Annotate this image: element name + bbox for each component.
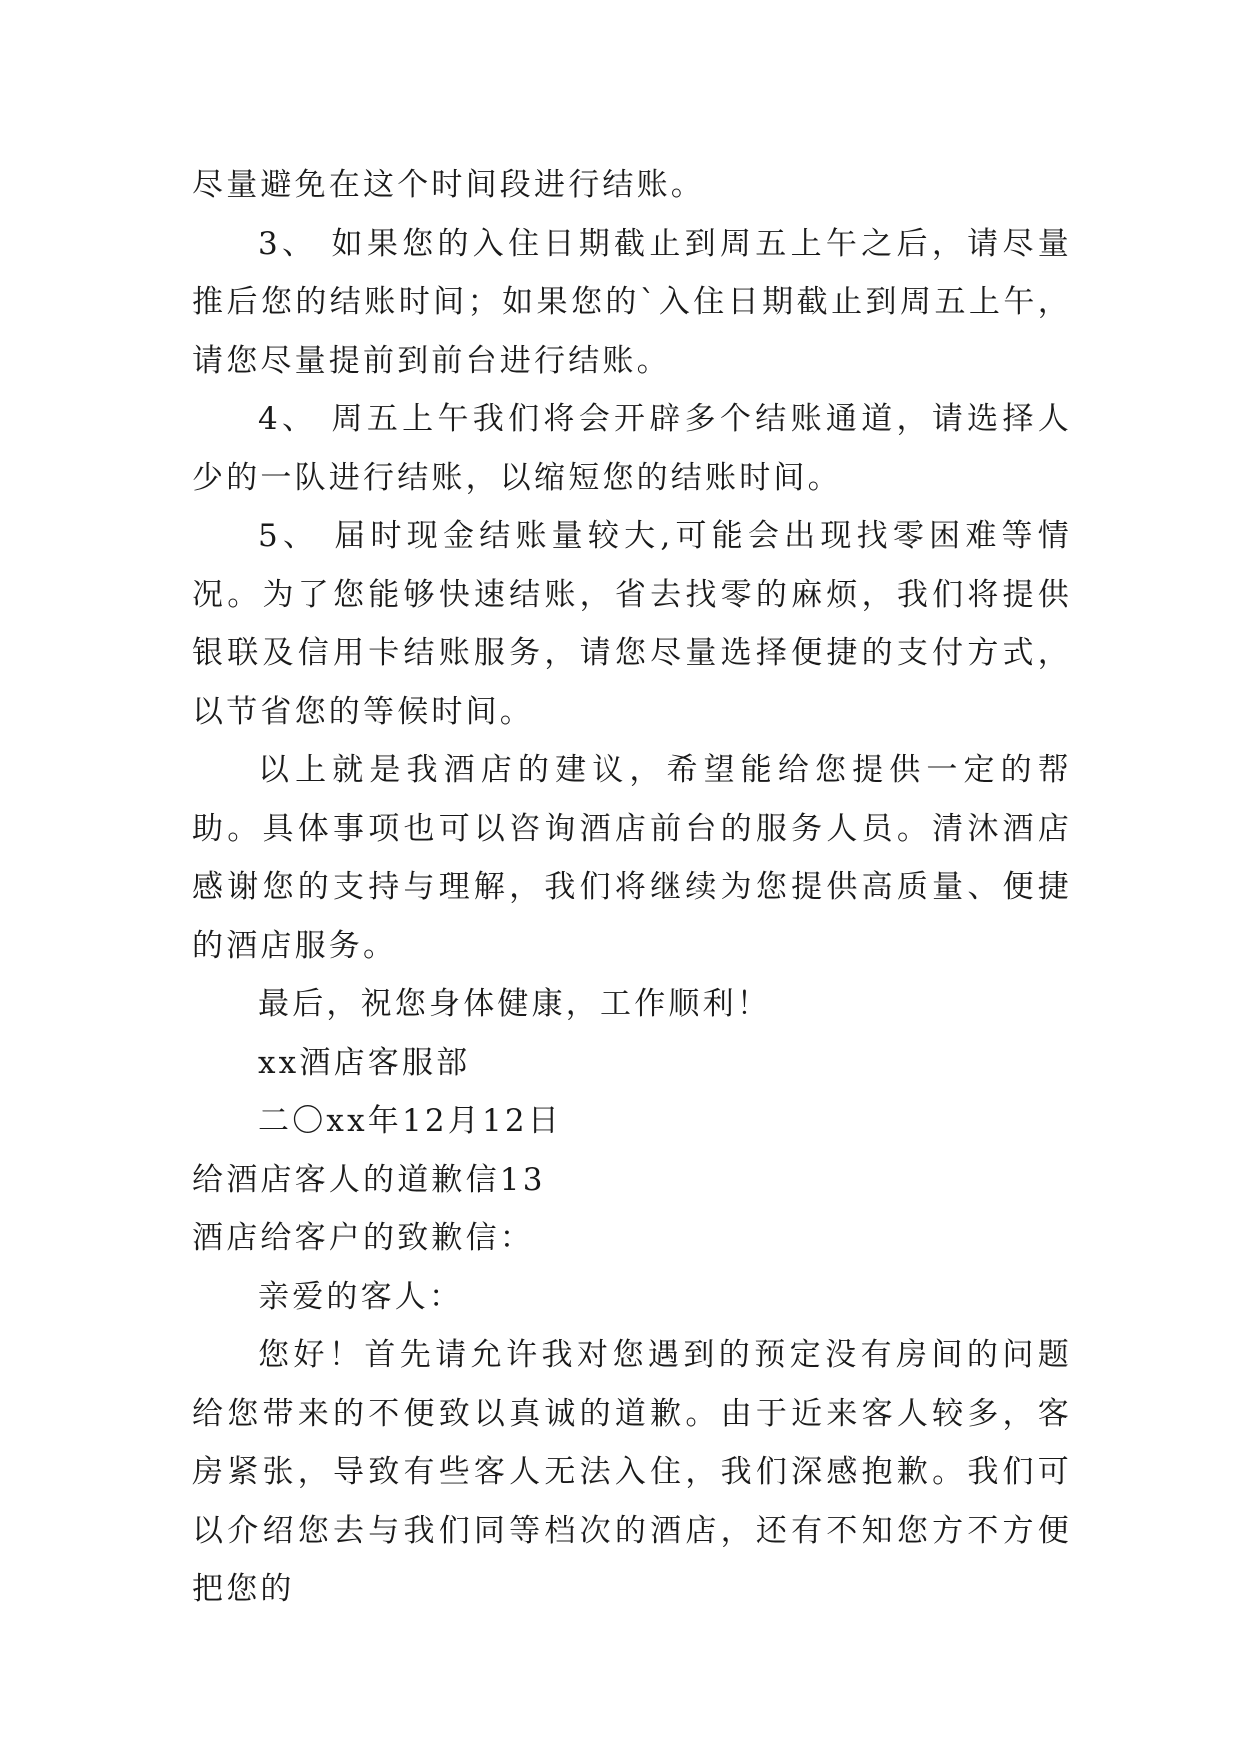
document-body [192, 156, 1072, 1619]
letter-body-paragraph: 您好！首先请允许我对您遇到的预定没有房间的问题给您带来的不便致以真诚的道歉。由于近来客人较多，客房紧张，导致有些客人无法入住，我们深感抱歉。我们可以介绍您去与我们同等档次的酒店，还有不知您方不方便把您的 [192, 1337, 1072, 1607]
paragraph-item-3: 3、 如果您的入住日期截止到周五上午之后，请尽量推后您的结账时间；如果您的`入住日期截止到周五上午，请您尽量提前到前台进行结账。 [192, 225, 1072, 379]
letter-salutation: 亲爱的客人： [258, 1278, 464, 1315]
paragraph-closing-remarks: 以上就是我酒店的建议，希望能给您提供一定的帮助。具体事项也可以咨询酒店前台的服务人员。清沐酒店感谢您的支持与理解，我们将继续为您提供高质量、便捷的酒店服务。 [192, 752, 1072, 964]
signature-date: 二〇xx年12月12日 [258, 1103, 563, 1139]
paragraph-item-5: 5、 届时现金结账量较大,可能会出现找零困难等情况。为了您能够快速结账，省去找零的麻烦，我们将提供银联及信用卡结账服务，请您尽量选择便捷的支付方式，以节省您的等候时间。 [192, 518, 1072, 730]
paragraph-item-4: 4、 周五上午我们将会开辟多个结账通道，请选择人少的一队进行结账，以缩短您的结账时间。 [192, 401, 1072, 496]
letter-title: 酒店给客户的致歉信： [192, 1220, 534, 1256]
paragraph-checkout-timing-end: 尽量避免在这个时间段进行结账。 [192, 167, 705, 203]
paragraph-best-wishes: 最后，祝您身体健康，工作顺利！ [258, 986, 771, 1022]
section-heading: 给酒店客人的道歉信13 [192, 1161, 546, 1198]
signature-department: xx酒店客服部 [258, 1044, 471, 1081]
